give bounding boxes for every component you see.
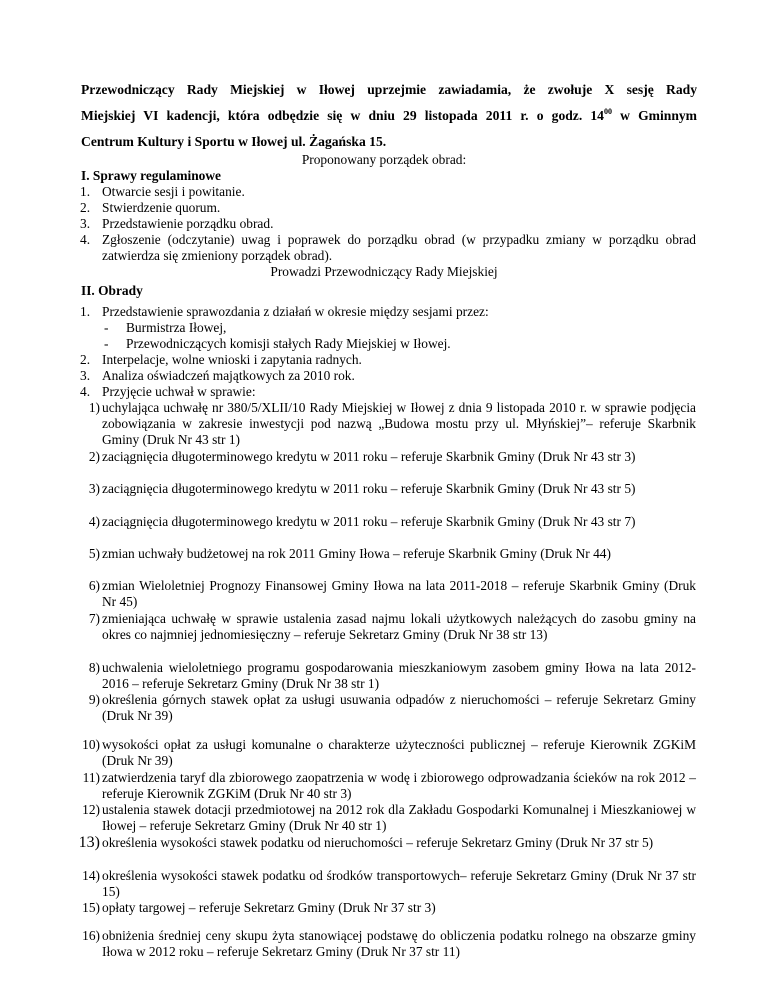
resolution-item: 5) zmian uchwały budżetowej na rok 2011 Gminy Iłowa – referuje Skarbnik Gminy (Druk Nr 44) bbox=[88, 546, 611, 561]
resolution-item: 12) ustalenia stawek dotacji przedmiotowej na 2012 rok dla Zakładu Gospodarki Komunalnej i Mieszkaniowej w Iłowej – referuje Sekretarz Gminy (Druk Nr 40 str 1) bbox=[82, 802, 696, 834]
resolution-item: 16) obniżenia średniej ceny skupu żyta stanowiącej podstawę do obliczenia podatku rolnego na obszarze gminy Iłowa w 2012 roku – referuje Sekretarz Gminy (Druk Nr 37 str 11) bbox=[82, 928, 696, 960]
resolution-item: 15) opłaty targowej – referuje Sekretarz Gminy (Druk Nr 37 str 3) bbox=[82, 900, 436, 915]
list-item: - Burmistrza Iłowej, bbox=[104, 320, 227, 335]
announcement-line-3: Centrum Kultury i Sportu w Iłowej ul. Żagańska 15. bbox=[81, 134, 387, 149]
resolution-item: 11) zatwierdzenia taryf dla zbiorowego zaopatrzenia w wodę i zbiorowego odprowadzania ścieków na rok 2012 – referuje Kierownik ZGKiM (Druk Nr 40 str 3) bbox=[82, 770, 696, 802]
announcement-line-2: Miejskiej VI kadencji, która odbędzie się w dniu 29 listopada 2011 r. o godz. $14^{00}$ w Gminnym bbox=[81, 107, 698, 123]
resolution-item: 8) uchwalenia wieloletniego programu gospodarowania mieszkaniowym zasobem gminy Iłowa na lata 2012-2016 – referuje Sekretarz Gminy (Druk Nr 38 str 1) bbox=[88, 660, 696, 692]
agenda-title: Proponowany porządek obrad: bbox=[301, 152, 467, 167]
section-2-title: II. Obrady bbox=[81, 283, 143, 298]
time-minutes-superscript: 00 bbox=[603, 107, 612, 116]
list-item: 4. Przyjęcie uchwał w sprawie: bbox=[80, 384, 256, 399]
list-item: 2. Interpelacje, wolne wnioski i zapytania radnych. bbox=[80, 352, 362, 367]
resolution-item: 10) wysokości opłat za usługi komunalne o charakterze użyteczności publicznej – referuje Kierownik ZGKiM (Druk Nr 39) bbox=[82, 737, 696, 769]
announcement-paragraph bbox=[81, 77, 697, 155]
resolution-item: 13) określenia wysokości stawek podatku od nieruchomości – referuje Sekretarz Gminy (Druk Nr 37 str 5) bbox=[78, 834, 654, 851]
announcement-line-1: Przewodniczący Rady Miejskiej w Iłowej uprzejmie zawiadamia, że zwołuje X sesję Rady bbox=[81, 82, 697, 97]
list-item: 2. Stwierdzenie quorum. bbox=[80, 200, 221, 215]
list-item: 3. Przedstawienie porządku obrad. bbox=[80, 216, 274, 231]
list-item: 1. Otwarcie sesji i powitanie. bbox=[80, 184, 245, 199]
resolution-item: 6) zmian Wieloletniej Prognozy Finansowej Gminy Iłowa na lata 2011-2018 – referuje Skarbnik Gminy (Druk Nr 45) bbox=[88, 578, 696, 610]
list-item: - Przewodniczących komisji stałych Rady Miejskiej w Iłowej. bbox=[104, 336, 451, 351]
resolution-item: 2) zaciągnięcia długoterminowego kredytu w 2011 roku – referuje Skarbnik Gminy (Druk Nr 43 str 3) bbox=[88, 449, 636, 464]
resolution-item: 3) zaciągnięcia długoterminowego kredytu w 2011 roku – referuje Skarbnik Gminy (Druk Nr 43 str 5) bbox=[88, 481, 636, 496]
chair-note: Prowadzi Przewodniczący Rady Miejskiej bbox=[270, 264, 498, 279]
list-item: 1. Przedstawienie sprawozdania z działań w okresie między sesjami przez: bbox=[80, 304, 489, 319]
resolution-item: 14) określenia wysokości stawek podatku od środków transportowych– referuje Sekretarz Gminy (Druk Nr 37 str 15) bbox=[82, 868, 696, 900]
list-item: 4. Zgłoszenie (odczytanie) uwag i poprawek do porządku obrad (w przypadku zmiany w porządku obrad zatwierdza się zmieniony porządek obrad). bbox=[80, 232, 696, 264]
resolution-item: 4) zaciągnięcia długoterminowego kredytu w 2011 roku – referuje Skarbnik Gminy (Druk Nr 43 str 7) bbox=[88, 514, 636, 529]
section-1-title: I. Sprawy regulaminowe bbox=[81, 168, 221, 183]
resolution-item: 1) uchylająca uchwałę nr 380/5/XLII/10 Rady Miejskiej w Iłowej z dnia 9 listopada 2010 r. w sprawie podjęcia zobowiązania w zakresie inwestycji pod nazwą „Budowa mostu przy ul. Młyńskiej”– referuje Skarbnik Gminy (Druk Nr 43 str 1) bbox=[88, 400, 696, 448]
list-item: 3. Analiza oświadczeń majątkowych za 2010 rok. bbox=[80, 368, 355, 383]
resolution-item: 7) zmieniająca uchwałę w sprawie ustalenia zasad najmu lokali użytkowych należących do zasobu gminy na okres co najmniej jednomiesięczny – referuje Sekretarz Gminy (Druk Nr 38 str 13) bbox=[88, 611, 696, 643]
resolution-item: 9) określenia górnych stawek opłat za usługi usuwania odpadów z nieruchomości – referuje Sekretarz Gminy (Druk Nr 39) bbox=[88, 692, 696, 724]
